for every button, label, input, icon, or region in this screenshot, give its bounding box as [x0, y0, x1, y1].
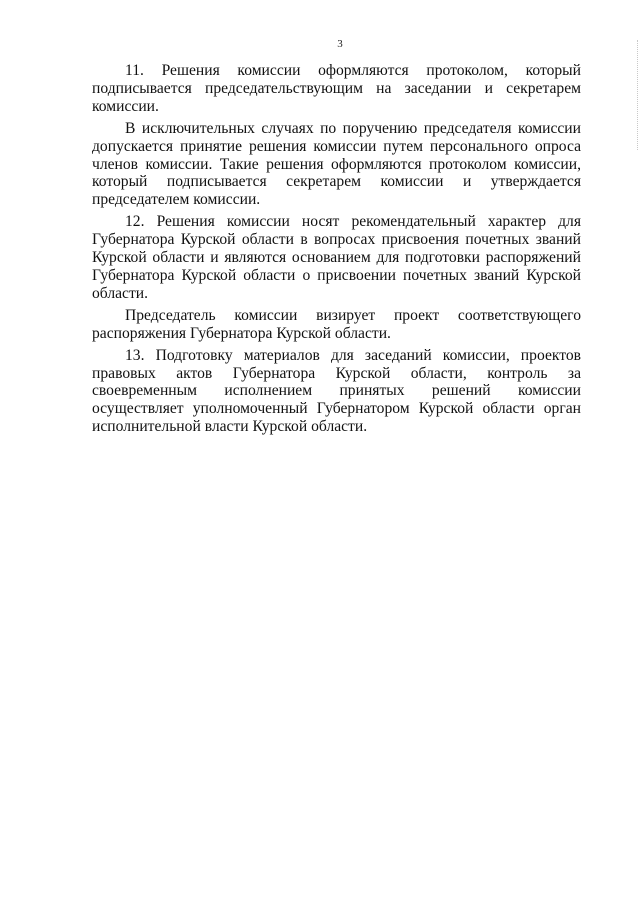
scan-edge-marks	[635, 40, 638, 150]
paragraph-chairman-approval: Председатель комиссии визирует проект соответствующего распоряжения Губернатора Курской области.	[92, 306, 581, 342]
paragraph-11: 11. Решения комиссии оформляются протоколом, который подписывается председательствующим на заседании и секретарем комиссии.	[92, 62, 581, 115]
document-body	[92, 62, 581, 440]
paragraph-exceptional-cases: В исключительных случаях по поручению председателя комиссии допускается принятие решения комиссии путем персонального опроса членов комиссии. Такие решения оформляются протоколом комиссии, который подписывается секретарем комиссии и утверждается председателем комиссии.	[92, 119, 581, 209]
page-number: 3	[337, 38, 343, 50]
paragraph-12: 12. Решения комиссии носят рекомендательный характер для Губернатора Курской области в вопросах присвоения почетных званий Курской области и являются основанием для подготовки распоряжений Губернатора Курской области о присвоении почетных званий Курской области.	[92, 213, 581, 302]
paragraph-13: 13. Подготовку материалов для заседаний комиссии, проектов правовых актов Губернатора Курской области, контроль за своевременным исполнением принятых решений комиссии осуществляет уполномоченный Губернатором Курской области орган исполнительной власти Курской области.	[92, 346, 581, 436]
